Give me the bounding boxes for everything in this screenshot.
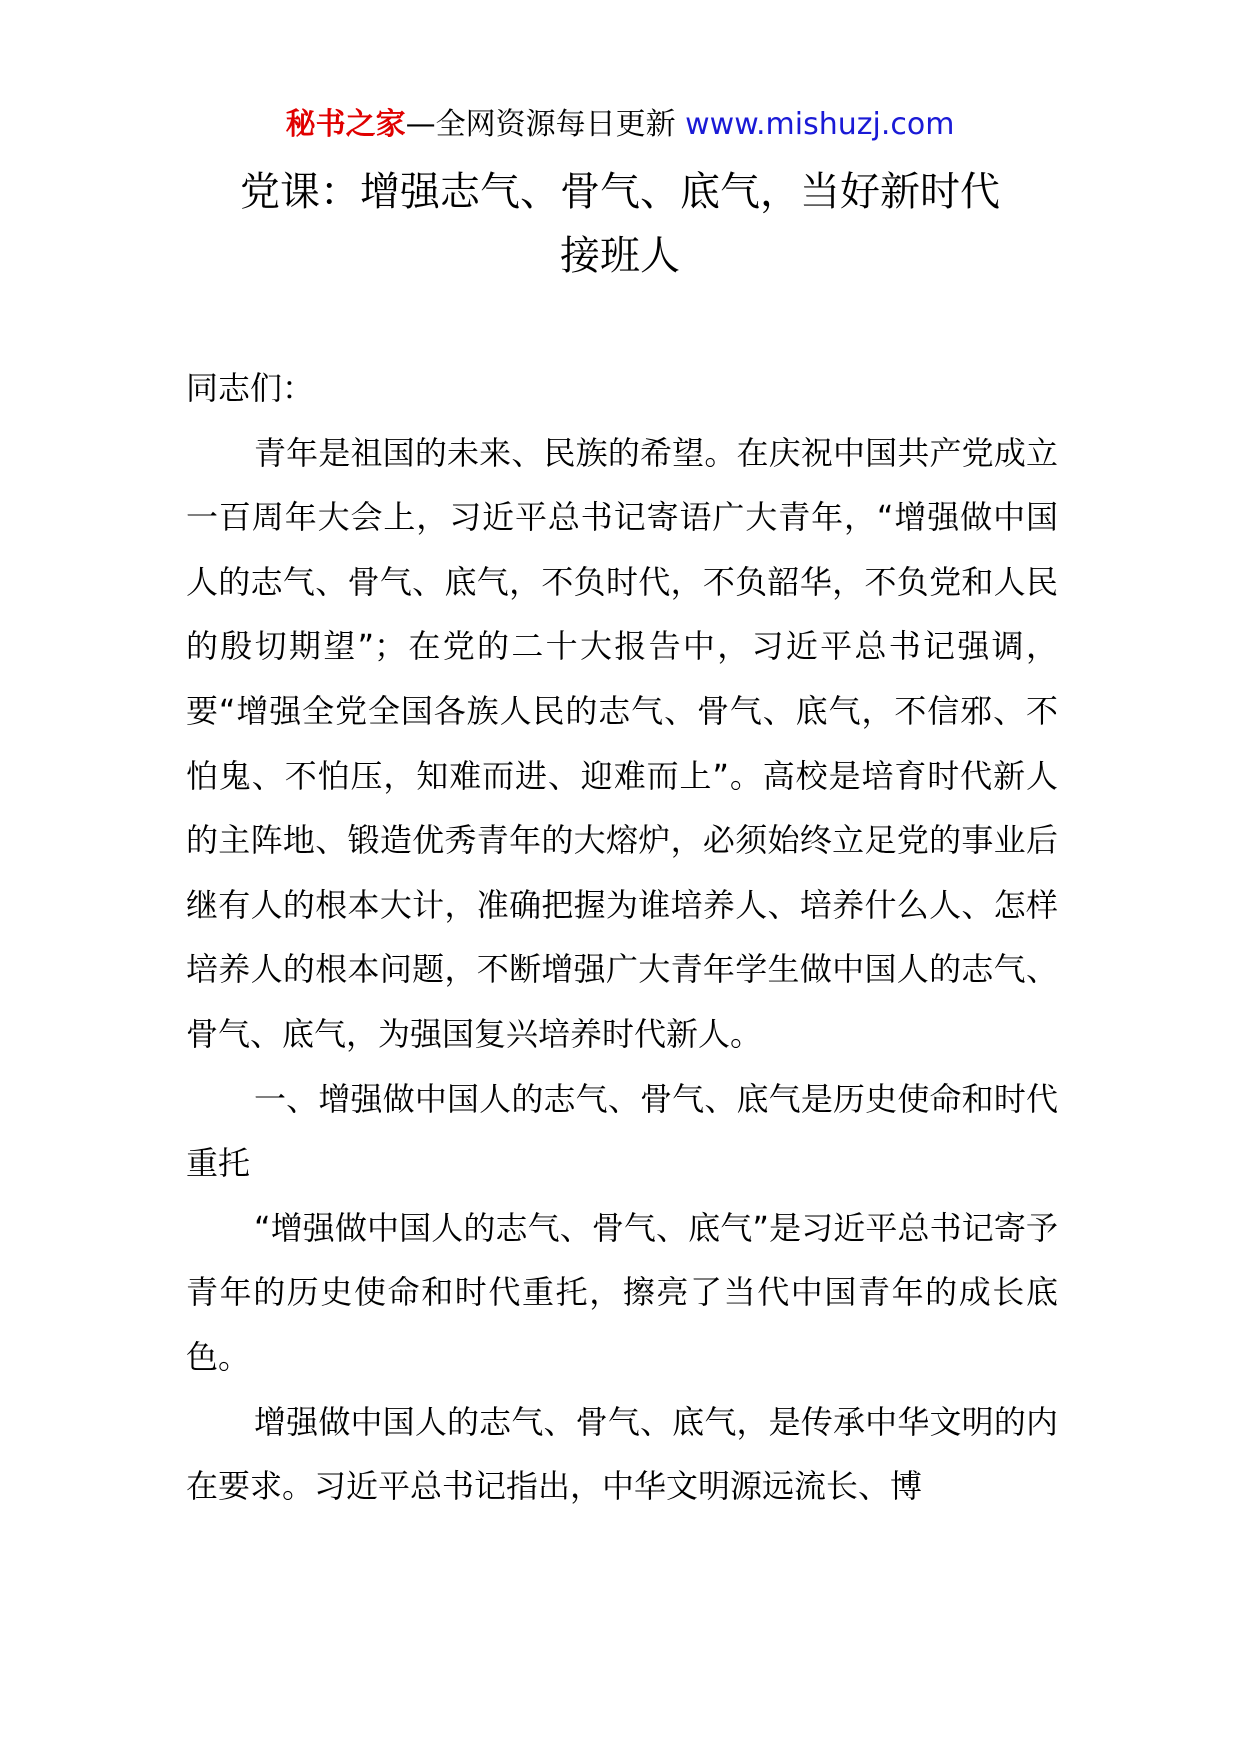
paragraph-mission: “增强做中国人的志气、骨气、底气”是习近平总书记寄予青年的历史使命和时代重托，擦亮了当代中国青年的成长底色。 xyxy=(186,1208,1058,1376)
paragraph-civilization: 增强做中国人的志气、骨气、底气，是传承中华文明的内在要求。习近平总书记指出，中华文明源远流长、博 xyxy=(186,1402,1058,1506)
site-tagline: —全网资源每日更新 xyxy=(405,107,686,142)
document-title xyxy=(170,160,1070,288)
document-title-line-1: 党课：增强志气、骨气、底气，当好新时代 xyxy=(240,169,1000,215)
document-body xyxy=(186,356,1058,1519)
site-name: 秘书之家 xyxy=(285,107,406,142)
section-heading-1: 一、增强做中国人的志气、骨气、底气是历史使命和时代重托 xyxy=(186,1079,1058,1183)
document-title-line-2: 接班人 xyxy=(560,233,680,279)
salutation: 同志们： xyxy=(186,369,315,407)
site-url-link[interactable]: www.mishuzj.com xyxy=(685,107,955,142)
paragraph-intro: 青年是祖国的未来、民族的希望。在庆祝中国共产党成立一百周年大会上，习近平总书记寄语广大青年，“增强做中国人的志气、骨气、底气，不负时代，不负韶华，不负党和人民的殷切期望”；在党的二十大报告中，习近平总书记强调，要“增强全党全国各族人民的志气、骨气、底气，不信邪、不怕鬼、不怕压，知难而进、迎难而上”。高校是培育时代新人的主阵地、锻造优秀青年的大熔炉，必须始终立足党的事业后继有人的根本大计，准确把握为谁培养人、培养什么人、怎样培养人的根本问题，不断增强广大青年学生做中国人的志气、骨气、底气，为强国复兴培养时代新人。 xyxy=(186,433,1058,1053)
site-header xyxy=(0,100,1240,150)
